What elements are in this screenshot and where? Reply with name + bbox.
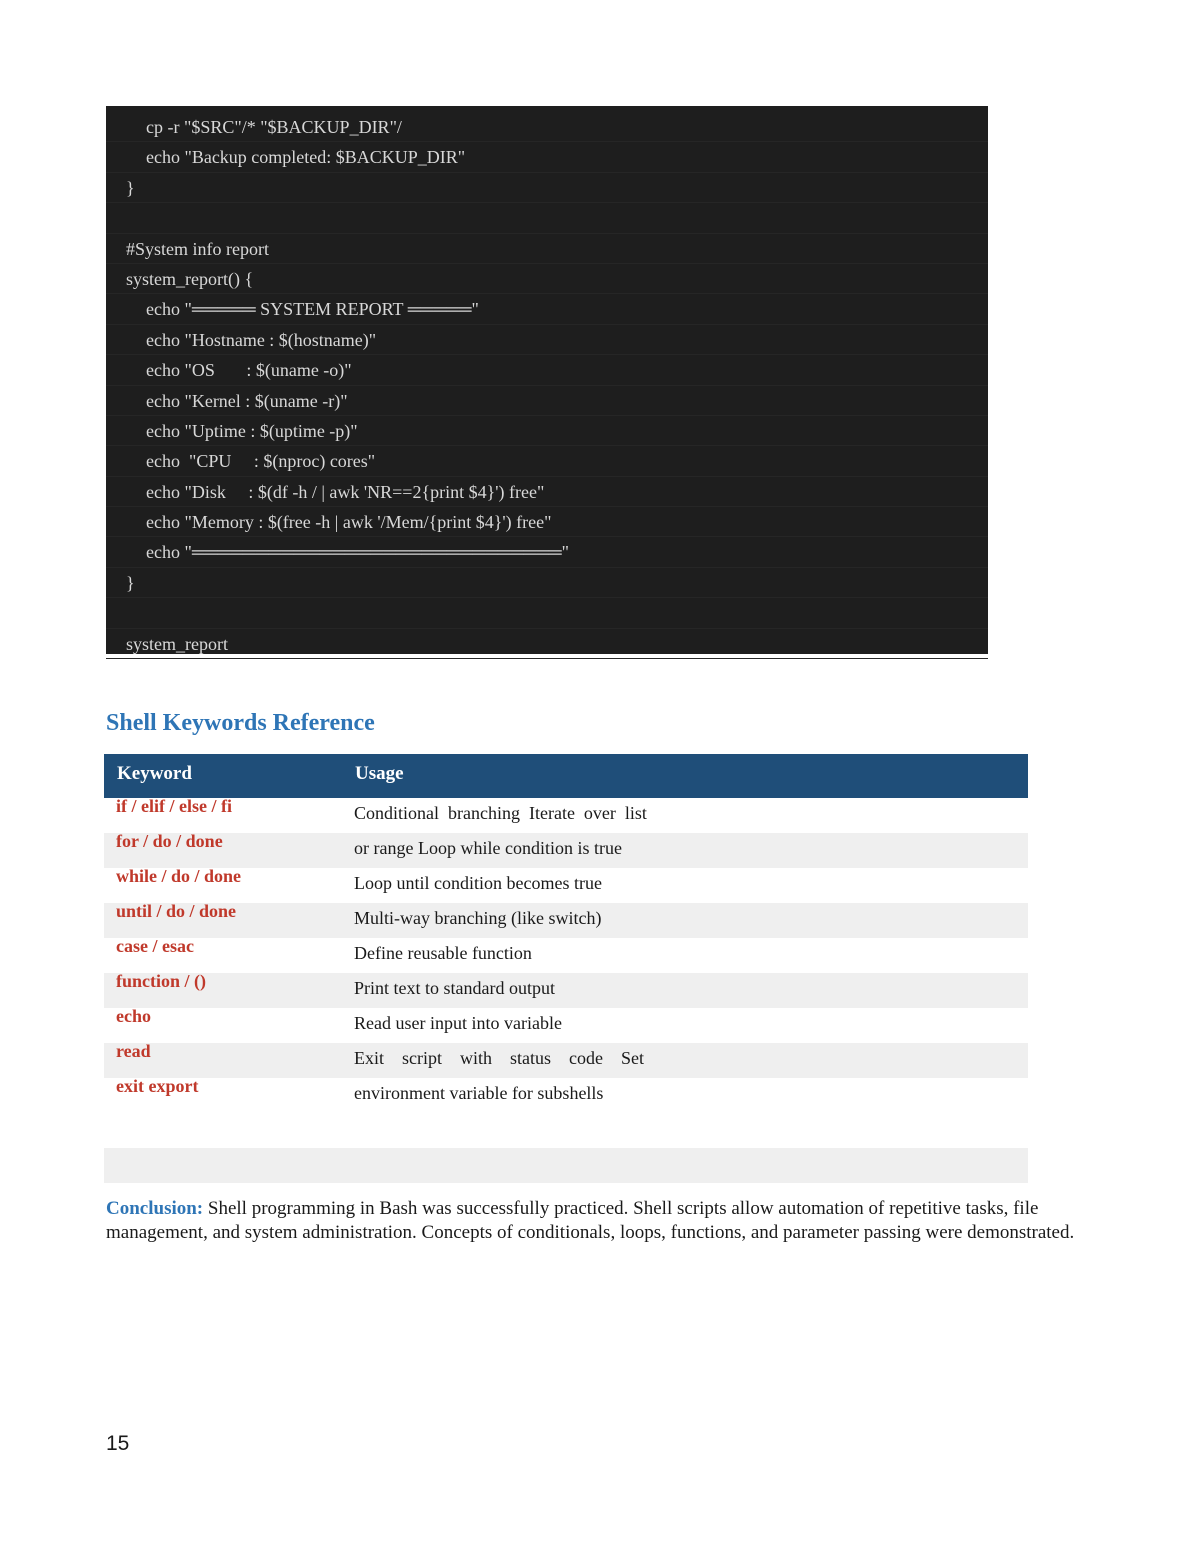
usage-cell: Print text to standard output [354, 978, 555, 998]
keyword-cell: until / do / done [116, 901, 237, 921]
keyword-cell: function / () [116, 971, 206, 991]
table-row [104, 973, 1028, 1008]
conclusion-text: Shell programming in Bash was successfully practiced. Shell scripts allow automation of repetitive tasks, file management, and system administration. Concepts of conditionals, loops, functions, and parameter passing were demonstrated. [106, 1198, 1075, 1243]
page-number: 15 [106, 1432, 130, 1455]
usage-cell: Exit script with status code Set [354, 1048, 644, 1068]
usage-cell: Loop until condition becomes true [354, 873, 602, 893]
code-line: echo "Backup completed: $BACKUP_DIR" [106, 142, 988, 172]
usage-cell: Define reusable function [354, 943, 532, 963]
code-line: echo "Uptime : $(uptime -p)" [106, 416, 988, 446]
code-line [106, 598, 988, 628]
keyword-cell: if / elif / else / fi [116, 796, 232, 816]
usage-cell: Read user input into variable [354, 1013, 562, 1033]
code-line: } [106, 568, 988, 598]
header-usage: Usage [355, 763, 404, 784]
code-line: echo "CPU : $(nproc) cores" [106, 446, 988, 476]
section-title: Shell Keywords Reference [106, 710, 375, 736]
code-line: echo "Hostname : $(hostname)" [106, 325, 988, 355]
usage-cell: Multi-way branching (like switch) [354, 908, 602, 928]
table-row [104, 1008, 1028, 1043]
table-header [104, 754, 1028, 798]
code-line: echo "═════ SYSTEM REPORT ═════" [106, 294, 988, 324]
usage-cell: or range Loop while condition is true [354, 838, 622, 858]
keyword-cell: while / do / done [116, 866, 242, 886]
code-line: cp -r "$SRC"/* "$BACKUP_DIR"/ [106, 112, 988, 142]
keyword-cell: exit export [116, 1076, 199, 1096]
code-line: system_report [106, 629, 988, 659]
code-line: echo "OS : $(uname -o)" [106, 355, 988, 385]
code-line: echo "Disk : $(df -h / | awk 'NR==2{print $4}') free" [106, 477, 988, 507]
table-row [104, 1078, 1028, 1113]
keyword-cell: echo [116, 1006, 151, 1026]
code-line: echo "Kernel : $(uname -r)" [106, 386, 988, 416]
table-row-empty [104, 1113, 1028, 1148]
table-row [104, 833, 1028, 868]
table-row [104, 798, 1028, 833]
usage-cell: Conditional branching Iterate over list [354, 803, 647, 823]
table-row [104, 1043, 1028, 1078]
keyword-cell: case / esac [116, 936, 194, 956]
code-block [106, 106, 988, 654]
table-row [104, 938, 1028, 973]
code-line: echo "═════════════════════════════" [106, 537, 988, 567]
keyword-cell: read [116, 1041, 151, 1061]
header-keyword: Keyword [117, 763, 192, 784]
code-line: #System info report [106, 234, 988, 264]
keywords-table [104, 754, 1028, 1183]
code-line: echo "Memory : $(free -h | awk '/Mem/{print $4}') free" [106, 507, 988, 537]
conclusion-label: Conclusion: [106, 1198, 204, 1219]
table-row-empty [104, 1148, 1028, 1183]
code-line: system_report() { [106, 264, 988, 294]
usage-cell: environment variable for subshells [354, 1083, 604, 1103]
table-body [104, 798, 1028, 1113]
keyword-cell: for / do / done [116, 831, 223, 851]
code-line: } [106, 173, 988, 203]
conclusion-paragraph [106, 1197, 1086, 1244]
table-row [104, 903, 1028, 938]
table-row [104, 868, 1028, 903]
code-line [106, 203, 988, 233]
